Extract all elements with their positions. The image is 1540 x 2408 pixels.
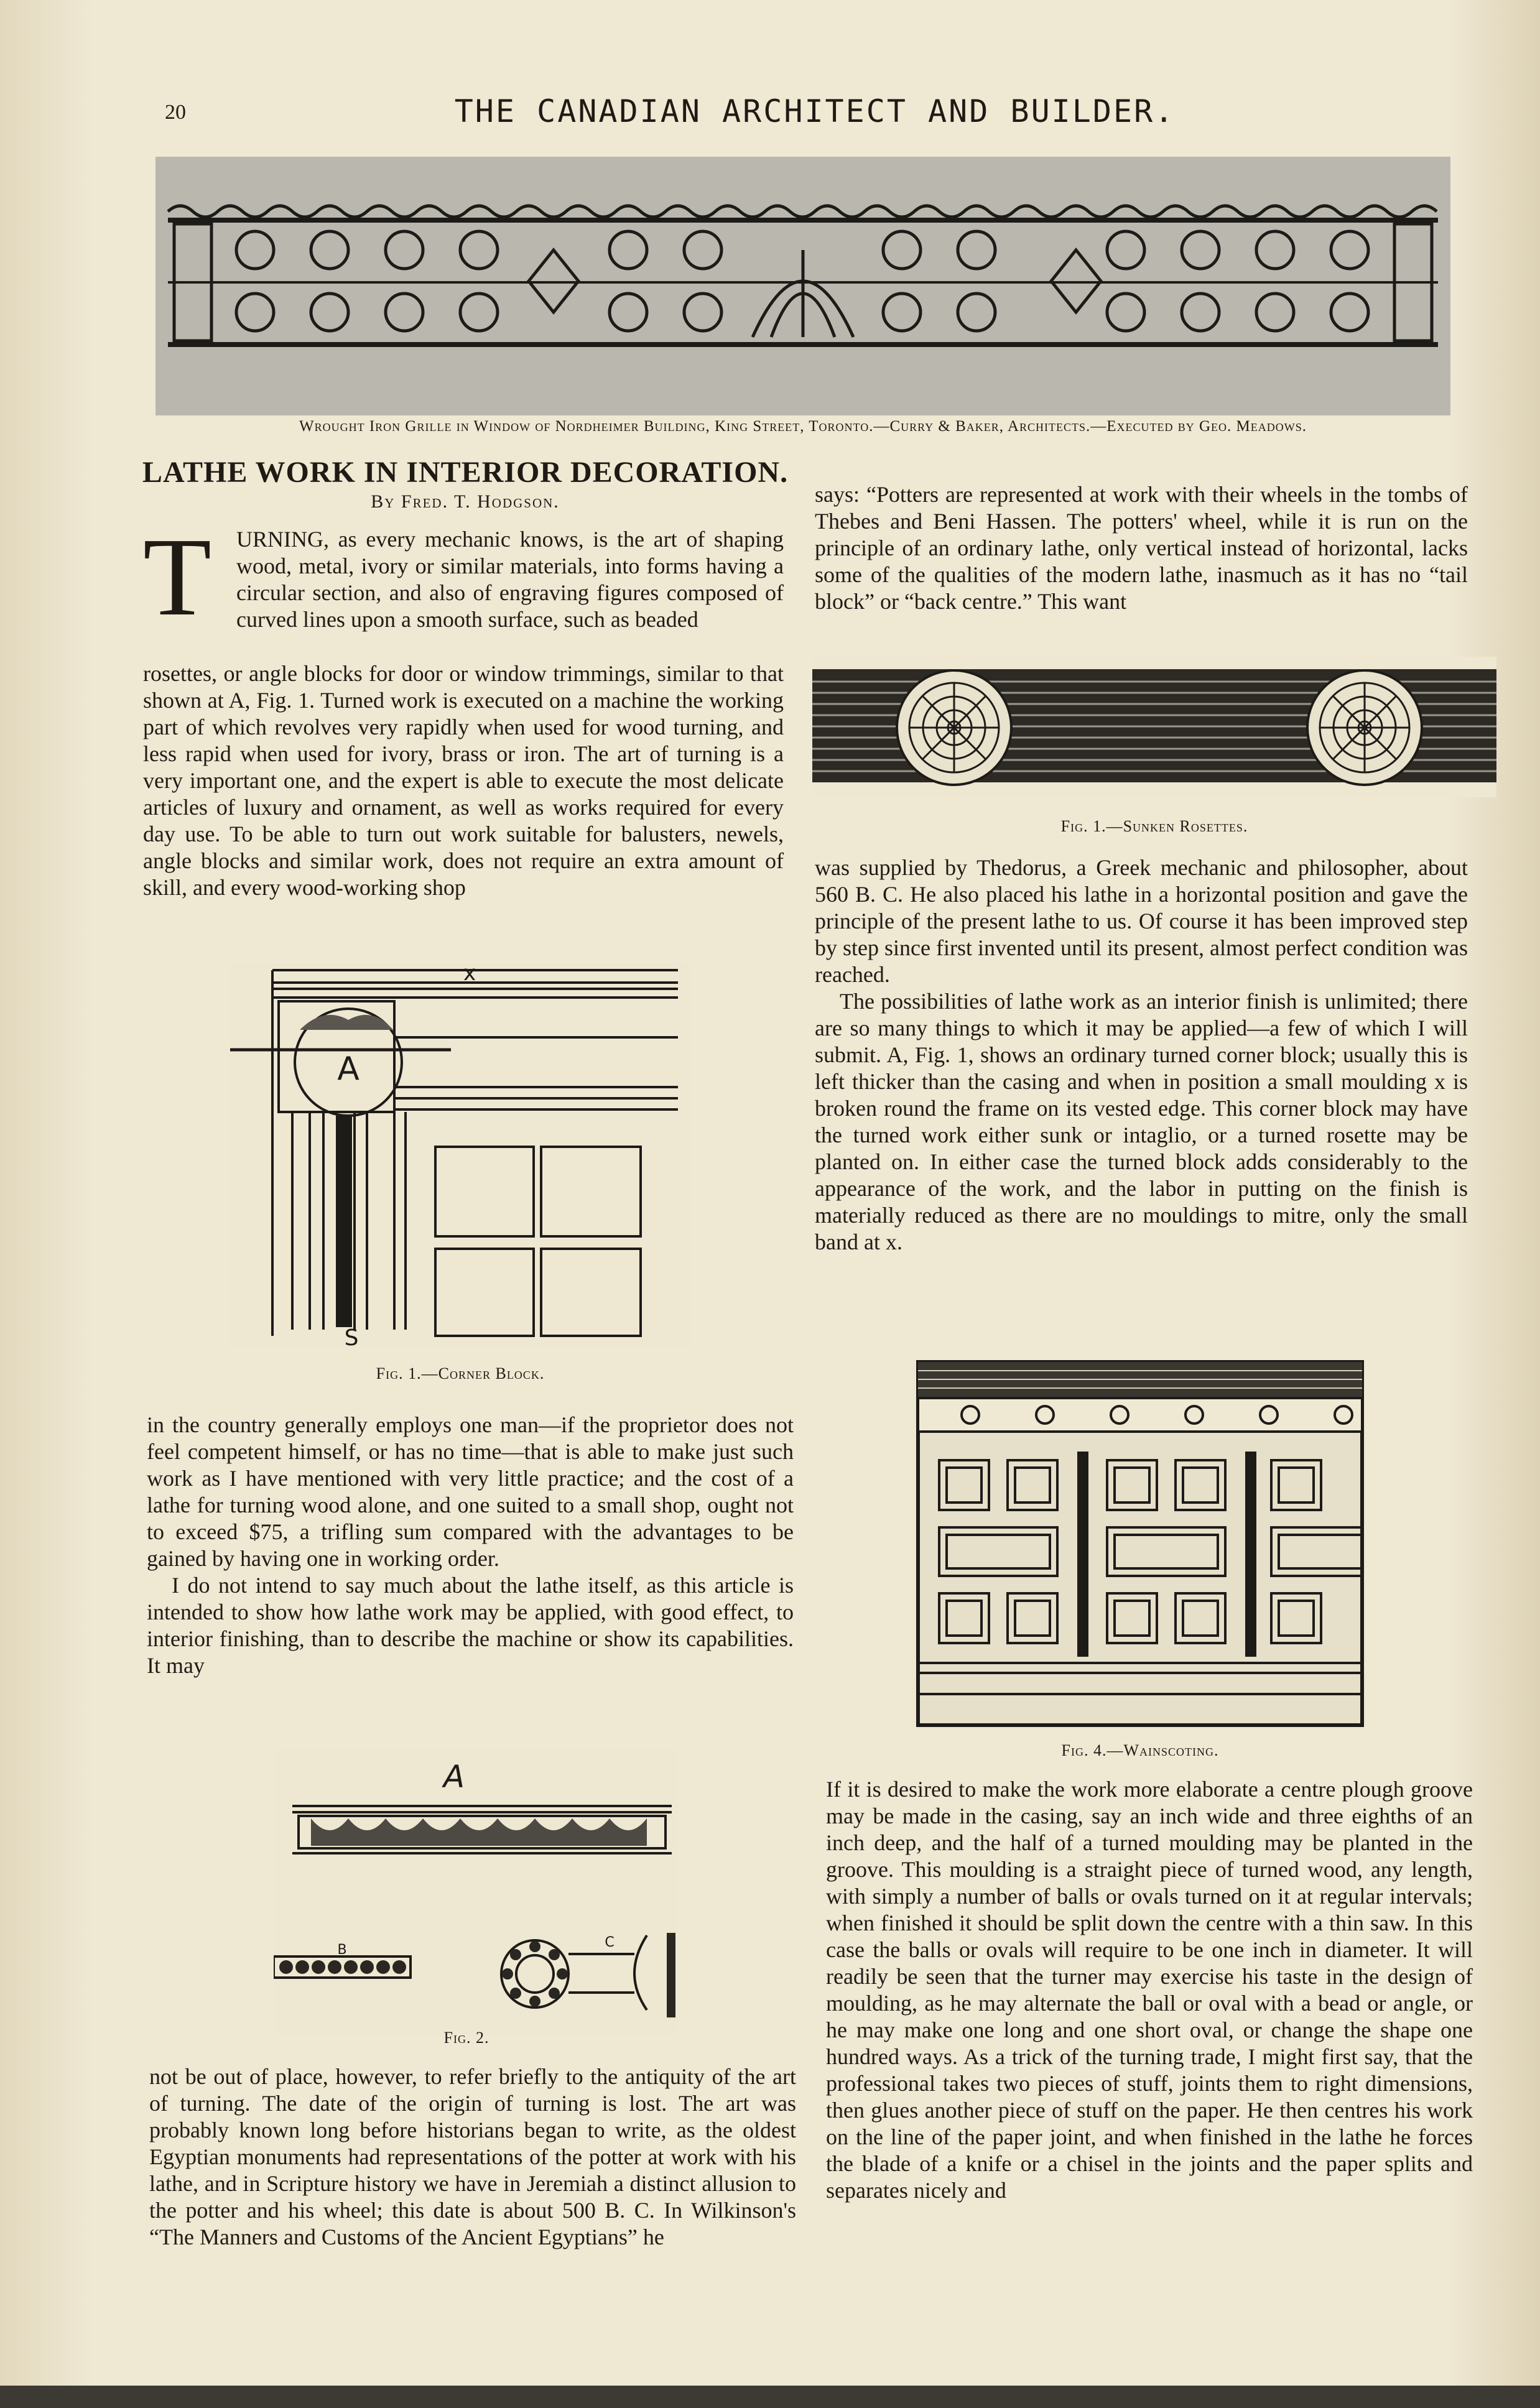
col1-p3-text: I do not intend to say much about the lathe itself, as this article is intended to show how lathe work may be applied, with good effect, to interior finishing, than to describe the machine or show its capabilities. It may — [147, 1573, 794, 1678]
journal-title: THE CANADIAN ARCHITECT AND BUILDER. — [454, 93, 1176, 129]
fig2-label-b: B — [337, 1942, 347, 1958]
grille-drawing — [155, 157, 1450, 415]
grille-caption: Wrought Iron Grille in Window of Nordheimer Building, King Street, Toronto.—Curry & Baker, Architects.—Executed by Geo. Meadows. — [299, 418, 1307, 435]
col1-p2-text: in the country generally employs one man—if the proprietor does not feel competent himself, or has no time—that is able to make just such work as I have mentioned with very little practice; and the cost of a lathe for turning wood alone, and one suited to a small shop, ought not to exceed $75, a trifling sum compared with the advantages to be gained by having one in working order. — [147, 1412, 794, 1571]
col2-p2-text: was supplied by Thedorus, a Greek mechanic and philosopher, about 560 B. C. He also placed his lathe in a horizontal position and gave the principle of the present lathe to us. Of course it has been improved step by step since first invented until its present, almost perfect condition was reached. — [815, 855, 1468, 987]
fig2-mouldings — [274, 1749, 678, 2035]
drop-cap: T — [143, 515, 211, 639]
corner-block-drawing — [230, 963, 690, 1348]
sunken-rosettes-drawing — [812, 657, 1496, 797]
col2-p1-text: says: “Potters are represented at work with their wheels in the tombs of Thebes and Beni Hassen. The potters' wheel, while it is run on the principle of an ordinary lathe, only vertical instead of horizontal, lacks some of the qualities of the modern lathe, inasmuch as it has no “tail block” or “back centre.” This want — [815, 482, 1468, 614]
col2-paragraph-1 — [815, 481, 1468, 615]
fig2-caption: Fig. 2. — [443, 2029, 489, 2047]
col1-paragraph-1 — [143, 660, 784, 901]
wainscoting-drawing — [914, 1358, 1366, 1729]
article-lead: URNING, as every mechanic knows, is the art of shaping wood, metal, ivory or similar materials, into forms having a circular section, and also of engraving figures composed of curved lines upon a smooth surface, such as beaded — [236, 527, 784, 632]
page-bottom-edge — [0, 2386, 1540, 2408]
col1-paragraph-2 — [147, 1412, 794, 1679]
grille-illustration — [155, 157, 1450, 415]
page-number: 20 — [165, 101, 186, 124]
col2-p3-text: The possibilities of lathe work as an interior finish is unlimited; there are so many things to which it may be applied—a few of which I will submit. A, Fig. 1, shows an ordinary turned corner block; usually this is left thicker than the casing and when in position a small moulding x is broken round the frame on its vested edge. This corner block may have the turned work either sunk or intaglio, or a turned rosette may be planted on. In either case the turned block adds considerably to the appearance of the work, and the labor in putting on the finish is materially reduced as there are no mouldings to mitre, only the small band at x. — [815, 989, 1468, 1254]
col2-paragraph-4 — [826, 1776, 1473, 2204]
fig2-drawing — [274, 1749, 678, 2035]
label-a: A — [337, 1050, 359, 1088]
fig2-label-a: A — [443, 1759, 465, 1795]
article-title: LATHE WORK IN INTERIOR DECORATION. — [142, 456, 789, 489]
article-byline: By Fred. T. Hodgson. — [371, 491, 560, 512]
fig2-label-c: C — [605, 1935, 615, 1950]
col1-paragraph-4 — [149, 2063, 796, 2251]
col1-p1-text: rosettes, or angle blocks for door or window trimmings, similar to that shown at A, Fig. 1. Turned work is executed on a machine the working part of which revolves very rapidly when used for wood turning, and less rapid when used for ivory, brass or iron. The art of turning is a very important one, and the expert is able to execute the most delicate articles of luxury and ornament, as well as works required for every day use. To be able to turn out work suitable for balusters, newels, angle blocks and similar work, does not require an extra amount of skill, and every wood-working shop — [143, 661, 784, 900]
col1-p4-text: not be out of place, however, to refer briefly to the antiquity of the art of turning. The date of the origin of turning is lost. The art was probably known long before historians began to write, as the oldest Egyptian monuments had representations of the potter at work with his lathe, and in Scripture history we have in Jeremiah a distinct allusion to the potter and his wheel; this date is about 500 B. C. In Wilkinson's “The Manners and Customs of the Ancient Egyptians” he — [149, 2064, 796, 2249]
fig1-corner-block-caption: Fig. 1.—Corner Block. — [376, 1364, 545, 1382]
fig1-sunken-rosettes-caption: Fig. 1.—Sunken Rosettes. — [1060, 817, 1248, 835]
col2-paragraph-2 — [815, 854, 1468, 1256]
label-x: x — [463, 963, 476, 986]
fig1-corner-block — [230, 963, 690, 1348]
label-s: S — [344, 1325, 359, 1348]
fig4-wainscoting — [914, 1358, 1366, 1729]
fig4-wainscoting-caption: Fig. 4.—Wainscoting. — [1061, 1741, 1219, 1759]
fig1-sunken-rosettes — [812, 657, 1496, 797]
col2-p4-text: If it is desired to make the work more elaborate a centre plough groove may be made in the casing, say an inch wide and three eighths of an inch deep, and the half of a turned moulding may be planted in the groove. This moulding is a straight piece of turned wood, any length, with simply a number of balls or ovals turned on it at regular intervals; when finished it should be split down the centre with a thin saw. In this case the balls or ovals will require to be one inch in diameter. It will readily be seen that the turner may exercise his taste in the design of moulding, as he may alternate the ball or oval with a bead or angle, or he may make one long and one short oval, or change the shape one hundred ways. As a trick of the turning trade, I might first say, that the professional takes two pieces of stuff, joints them to right dimensions, then glues another piece of stuff on the paper. He then centres his work on the line of the paper joint, and when finished in the lathe he forces the blade of a knife or a chisel in the joints and the paper splits and separates nicely and — [826, 1777, 1473, 2203]
